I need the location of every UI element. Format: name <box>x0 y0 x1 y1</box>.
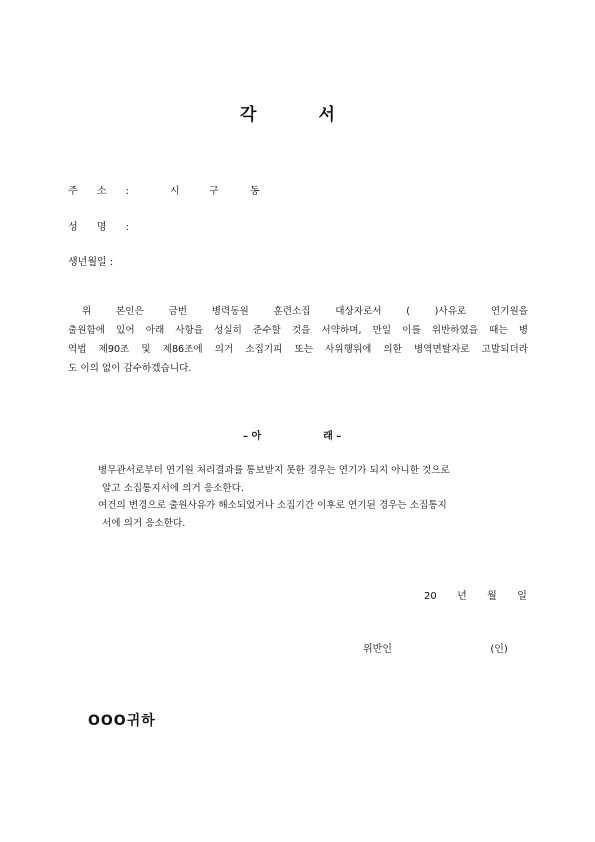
name-field <box>68 218 129 233</box>
name-label: 성 명 : <box>68 222 130 233</box>
note-line: 알고 소집통지서에 의거 응소한다. <box>102 482 244 494</box>
note-line: 여건의 변경으로 출원사유가 해소되었거나 소집기간 이후로 연기된 경우는 소집통지 <box>98 500 447 511</box>
address-dong: 동 <box>250 186 260 197</box>
date-month-unit: 월 <box>487 591 497 602</box>
signature-line <box>363 640 508 655</box>
seal-mark: (인) <box>490 644 508 655</box>
document-title <box>240 100 335 125</box>
note-line: 서에 의거 응소한다. <box>102 517 186 529</box>
date-year-unit: 년 <box>457 591 467 602</box>
pledge-line: 역법 제90조 및 제86조에 의거 소집기피 또는 사위행위에 의한 병역면탈자로 고발되더라 <box>68 344 528 355</box>
notes-heading-first: – 아 <box>243 431 262 442</box>
address-gu: 구 <box>209 186 219 197</box>
address-label: 주 소 : <box>68 186 130 197</box>
addressee: OOO귀하 <box>88 713 156 729</box>
date-line <box>424 587 527 602</box>
address-field <box>68 182 129 197</box>
pledge-paragraph <box>68 302 528 378</box>
notes-heading <box>243 427 341 442</box>
note-line: 병무관서로부터 연기원 처리결과를 통보받지 못한 경우는 연기가 되지 아니한 것으로 <box>98 465 450 476</box>
pledge-line: 출원함에 있어 아래 사항을 성실히 준수할 것을 서약하며, 만일 이를 위반하였을 때는 병 <box>68 325 528 336</box>
pledge-line: 도 이의 없이 감수하겠습니다. <box>68 363 192 374</box>
pledge-line: 위 본인은 금번 병력동원 훈련소집 대상자로서 ( )사유로 연기원을 <box>82 306 528 317</box>
title-first-char: 각 <box>240 105 257 125</box>
date-day-unit: 일 <box>517 591 527 602</box>
title-second-char: 서 <box>318 105 335 125</box>
date-year: 20 <box>424 591 437 602</box>
signature-label: 위반인 <box>363 644 392 655</box>
notes-list <box>98 462 526 532</box>
birth-date-field <box>68 253 113 268</box>
birth-date-label: 생년월일 : <box>68 257 114 268</box>
notes-heading-second: 래 – <box>323 431 342 442</box>
address-si: 시 <box>170 186 180 197</box>
